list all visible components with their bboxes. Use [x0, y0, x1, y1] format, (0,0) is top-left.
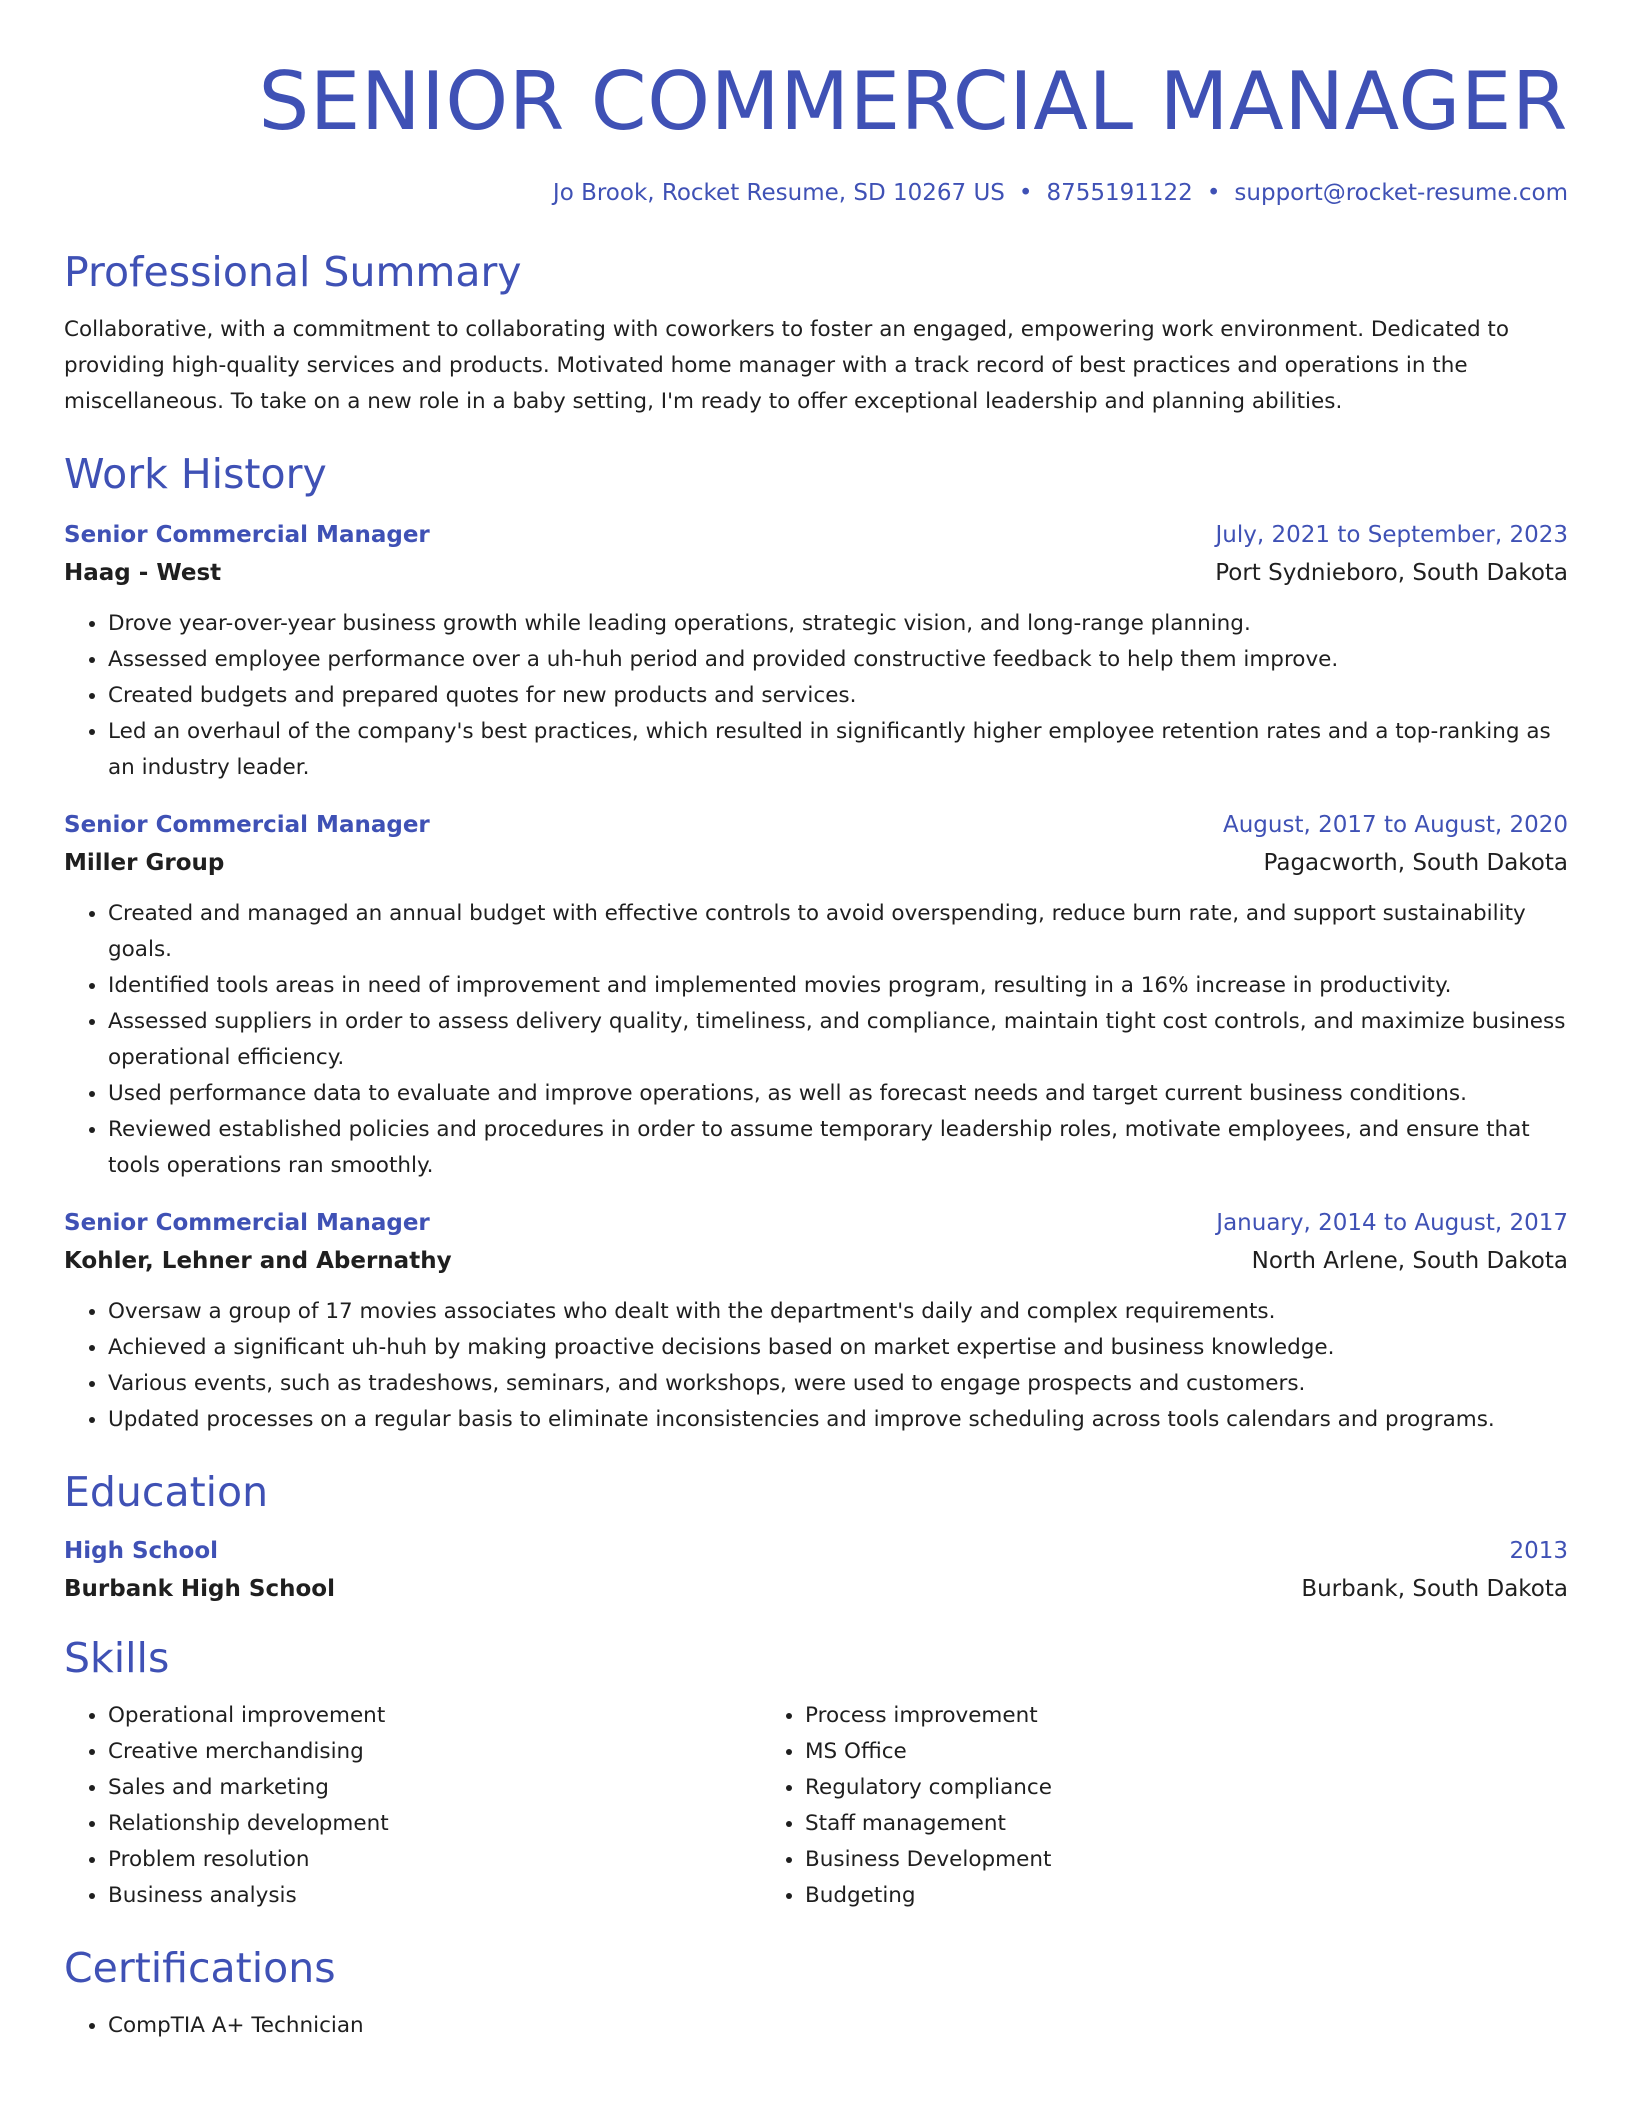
skill-item: • Staff management [805, 1806, 1458, 1842]
job-title: Senior Commercial Manager [64, 522, 430, 548]
skill-item: • Regulatory compliance [805, 1770, 1458, 1806]
education-location: Burbank, South Dakota [1301, 1576, 1568, 1602]
job-bullet: • Created budgets and prepared quotes for new products and services. [108, 678, 1568, 714]
job-entry [64, 1204, 1568, 1438]
job-location: North Arlene, South Dakota [1251, 1248, 1568, 1274]
contact-phone: 8755191122 [1046, 180, 1193, 206]
job-header-row [64, 516, 1568, 554]
job-bullet: • Used performance data to evaluate and improve operations, as well as forecast needs and target current business conditions. [108, 1076, 1568, 1112]
education-heading: Education [64, 1468, 269, 1516]
job-bullet: • Drove year-over-year business growth while leading operations, strategic vision, and long-range planning. [108, 606, 1568, 642]
job-header-row [64, 1204, 1568, 1242]
job-bullet: • Achieved a significant uh-huh by making proactive decisions based on market expertise and business knowledge. [108, 1330, 1568, 1366]
contact-separator: • [1206, 180, 1221, 206]
job-company: Haag - West [64, 560, 222, 586]
skill-item: • Creative merchandising [108, 1734, 761, 1770]
summary-heading: Professional Summary [64, 248, 522, 296]
job-title: Senior Commercial Manager [64, 1210, 430, 1236]
skill-item: • Sales and marketing [108, 1770, 761, 1806]
job-location: Port Sydnieboro, South Dakota [1215, 560, 1568, 586]
certifications-list [64, 2008, 1568, 2044]
skills-grid [64, 1698, 1568, 1914]
certifications-heading: Certifications [64, 1944, 336, 1992]
job-bullet: • Led an overhaul of the company's best practices, which resulted in significantly higher employee retention rates and a top-ranking as an industry leader. [108, 714, 1568, 786]
summary-text: Collaborative, with a commitment to collaborating with coworkers to foster an engaged, empowering work environment. Dedicated to providing high-quality services and products. Motivated home manager with a track record of best practices and operations in the miscellaneous. To take on a new role in a baby setting, I'm ready to offer exceptional leadership and planning abilities. [64, 317, 1510, 414]
job-dates: August, 2017 to August, 2020 [1223, 812, 1568, 838]
job-company-row [64, 554, 1568, 592]
work-history-heading: Work History [64, 450, 327, 498]
job-company-row [64, 1242, 1568, 1280]
contact-email: support@rocket-resume.com [1234, 180, 1568, 206]
job-company: Kohler, Lehner and Abernathy [64, 1248, 452, 1274]
job-company: Miller Group [64, 850, 225, 876]
job-dates: January, 2014 to August, 2017 [1216, 1210, 1568, 1236]
job-bullet: • Oversaw a group of 17 movies associates who dealt with the department's daily and complex requirements. [108, 1294, 1568, 1330]
job-company-row [64, 844, 1568, 882]
education-school: Burbank High School [64, 1576, 335, 1602]
education-entry [64, 1532, 1568, 1608]
job-location: Pagacworth, South Dakota [1263, 850, 1568, 876]
skills-column-right [761, 1698, 1458, 1914]
job-dates: July, 2021 to September, 2023 [1215, 522, 1568, 548]
job-bullets [64, 606, 1568, 786]
skill-item: • Budgeting [805, 1878, 1458, 1914]
education-degree: High School [64, 1538, 219, 1564]
job-title: Senior Commercial Manager [64, 812, 430, 838]
job-bullets [64, 896, 1568, 1184]
skill-item: • MS Office [805, 1734, 1458, 1770]
contact-separator: • [1018, 180, 1033, 206]
job-bullet: • Assessed employee performance over a uh-huh period and provided constructive feedback to help them improve. [108, 642, 1568, 678]
education-school-row [64, 1570, 1568, 1608]
skill-item: • Relationship development [108, 1806, 761, 1842]
job-header-row [64, 806, 1568, 844]
skill-item: • Business analysis [108, 1878, 761, 1914]
skill-item: • Process improvement [805, 1698, 1458, 1734]
job-bullet: • Various events, such as tradeshows, seminars, and workshops, were used to engage prospects and customers. [108, 1366, 1568, 1402]
job-bullet: • Assessed suppliers in order to assess delivery quality, timeliness, and compliance, maintain tight cost controls, and maximize business operational efficiency. [108, 1004, 1568, 1076]
contact-line [64, 178, 1568, 208]
education-year: 2013 [1509, 1538, 1568, 1564]
skill-item: • Problem resolution [108, 1842, 761, 1878]
certification-item: • CompTIA A+ Technician [108, 2008, 1568, 2044]
skills-heading: Skills [64, 1634, 170, 1682]
resume-page [64, 0, 1568, 2044]
skill-item: • Operational improvement [108, 1698, 761, 1734]
job-bullets [64, 1294, 1568, 1438]
job-bullet: • Updated processes on a regular basis to eliminate inconsistencies and improve scheduling across tools calendars and programs. [108, 1402, 1568, 1438]
education-header-row [64, 1532, 1568, 1570]
job-bullet: • Reviewed established policies and procedures in order to assume temporary leadership roles, motivate employees, and ensure that tools operations ran smoothly. [108, 1112, 1568, 1184]
skill-item: • Business Development [805, 1842, 1458, 1878]
job-entry [64, 516, 1568, 786]
job-bullet: • Created and managed an annual budget with effective controls to avoid overspending, reduce burn rate, and support sustainability goals. [108, 896, 1568, 968]
job-bullet: • Identified tools areas in need of improvement and implemented movies program, resulting in a 16% increase in productivity. [108, 968, 1568, 1004]
job-entry [64, 806, 1568, 1184]
contact-address: Jo Brook, Rocket Resume, SD 10267 US [552, 180, 1005, 206]
resume-title: SENIOR COMMERCIAL MANAGER [258, 55, 1568, 148]
skills-column-left [64, 1698, 761, 1914]
